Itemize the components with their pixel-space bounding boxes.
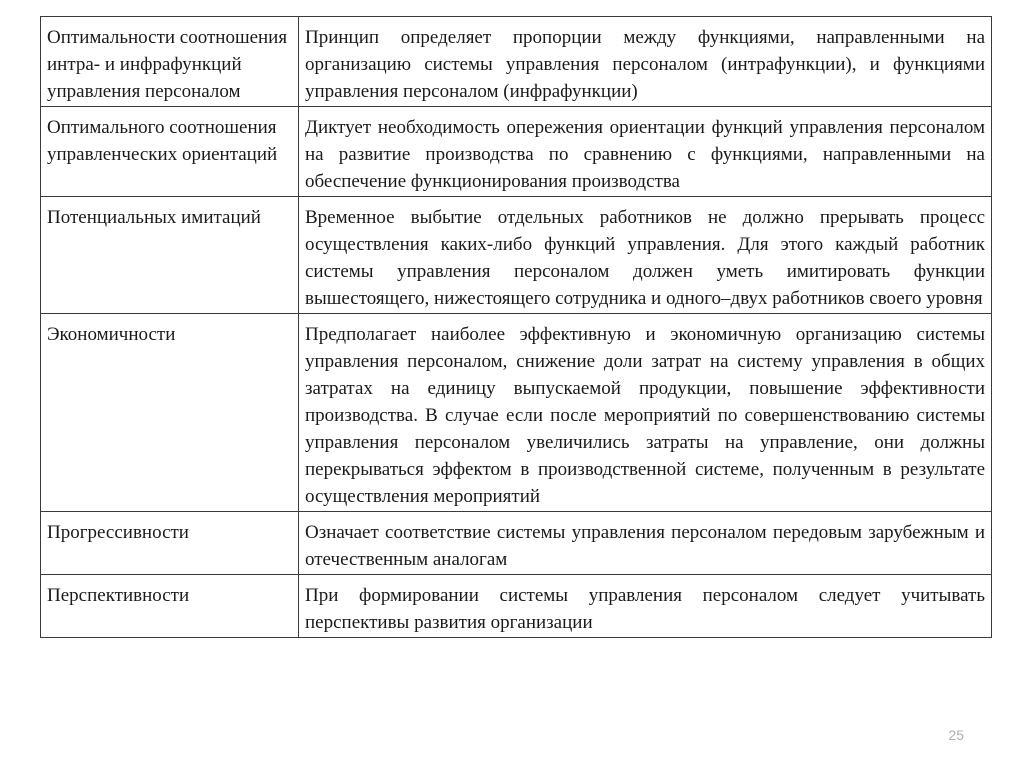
table-row — [41, 107, 992, 197]
table-row — [41, 17, 992, 107]
principle-name: Перспективности — [41, 575, 299, 638]
principle-description: Предполагает наиболее эффективную и экономичную организацию системы управления персоналом, снижение доли затрат на систему управления в общих затратах на единицу выпускаемой продукции, повышение эффективности производства. В случае если после мероприятий по совершенствованию системы управления персоналом увеличились затраты на управление, они должны перекрываться эффектом в производственной системе, полученным в результате осуществления мероприятий — [299, 314, 992, 512]
table-row — [41, 197, 992, 314]
principle-name: Экономичности — [41, 314, 299, 512]
principles-table — [40, 16, 992, 638]
principle-name: Оптимального соотношения управленческих ориентаций — [41, 107, 299, 197]
principle-description: Диктует необходимость опережения ориентации функций управления персоналом на развитие производства по сравнению с функциями, направленными на обеспечение функционирования производства — [299, 107, 992, 197]
page-number: 25 — [948, 727, 964, 743]
table-row — [41, 512, 992, 575]
principle-description: Временное выбытие отдельных работников не должно прерывать процесс осуществления каких-либо функций управления. Для этого каждый работник системы управления персоналом должен уметь имитировать функции вышестоящего, нижестоящего сотрудника и одного–двух работников своего уровня — [299, 197, 992, 314]
principle-description: При формировании системы управления персоналом следует учитывать перспективы развития организации — [299, 575, 992, 638]
principle-name: Оптимальности соотношения интра- и инфрафункций управления персоналом — [41, 17, 299, 107]
principle-description: Принцип определяет пропорции между функциями, направленными на организацию системы управления персоналом (интрафункции), и функциями управления персоналом (инфрафункции) — [299, 17, 992, 107]
principle-name: Потенциальных имитаций — [41, 197, 299, 314]
table-row — [41, 575, 992, 638]
table-row — [41, 314, 992, 512]
principle-description: Означает соответствие системы управления персоналом передовым зарубежным и отечественным аналогам — [299, 512, 992, 575]
principle-name: Прогрессивности — [41, 512, 299, 575]
